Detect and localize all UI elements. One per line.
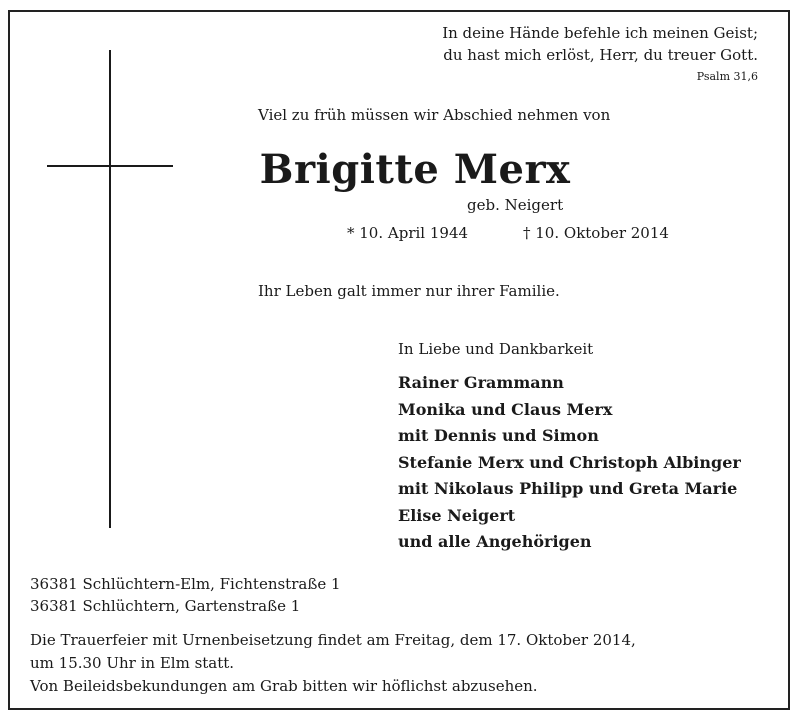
- life-text: Ihr Leben galt immer nur ihrer Familie.: [258, 282, 560, 300]
- psalm-reference: Psalm 31,6: [696, 70, 758, 83]
- family-member: mit Dennis und Simon: [398, 426, 599, 445]
- maiden-name: geb. Neigert: [467, 196, 564, 214]
- family-member: und alle Angehörigen: [398, 532, 592, 551]
- psalm-line: du hast mich erlöst, Herr, du treuer Gott.: [443, 46, 758, 64]
- service-line: Von Beileidsbekundungen am Grab bitten wir höflichst abzusehen.: [30, 677, 538, 695]
- family-member: Stefanie Merx und Christoph Albinger: [398, 452, 741, 472]
- family-member: Rainer Grammann: [398, 373, 564, 392]
- family-member: Monika und Claus Merx: [398, 399, 613, 419]
- family-member: Elise Neigert: [398, 505, 516, 525]
- address-line: 36381 Schlüchtern-Elm, Fichtenstraße 1: [30, 575, 341, 593]
- gratitude-line: In Liebe und Dankbarkeit: [398, 340, 594, 358]
- address-line: 36381 Schlüchtern, Gartenstraße 1: [30, 597, 301, 615]
- death-date: † 10. Oktober 2014: [523, 224, 669, 242]
- cross-icon-vertical-bar: [109, 50, 111, 528]
- psalm-line: In deine Hände befehle ich meinen Geist;: [442, 24, 758, 42]
- birth-date: * 10. April 1944: [347, 224, 469, 242]
- service-line: Die Trauerfeier mit Urnenbeisetzung findet am Freitag, dem 17. Oktober 2014,: [30, 631, 636, 649]
- family-list: [398, 370, 741, 556]
- deceased-name: Brigitte Merx: [259, 146, 571, 193]
- intro-text: Viel zu früh müssen wir Abschied nehmen von: [258, 106, 611, 124]
- family-member: mit Nikolaus Philipp und Greta Marie: [398, 479, 738, 498]
- service-line: um 15.30 Uhr in Elm statt.: [30, 654, 235, 672]
